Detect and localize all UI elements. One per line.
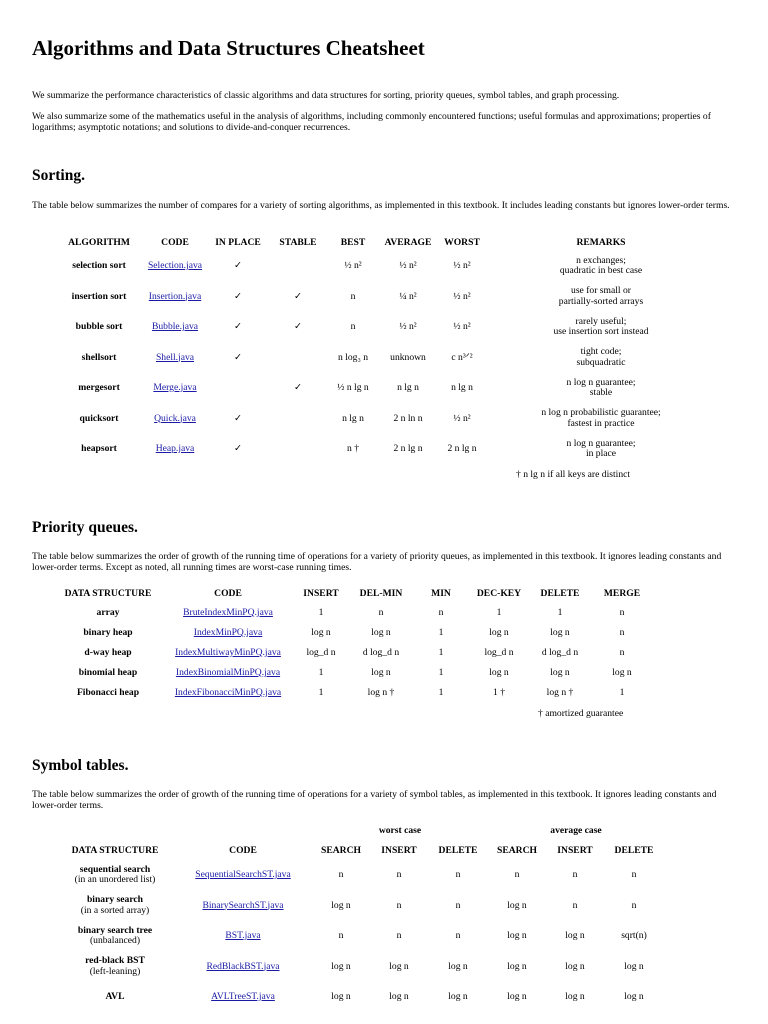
sorting-row (56, 343, 716, 374)
data-structure-qualifier: (unbalanced) (89, 935, 141, 947)
pq-row (56, 623, 656, 643)
data-structure-name: binary search tree (77, 924, 153, 936)
in-place-check: ✓ (233, 290, 243, 302)
remarks-cell (486, 343, 716, 374)
code-link[interactable]: IndexMultiwayMinPQ.java (175, 646, 281, 658)
st-row (56, 982, 664, 1013)
code-cell (142, 404, 208, 435)
code-link[interactable]: Insertion.java (148, 290, 202, 302)
a-search-cost: log n (507, 930, 527, 941)
delmin-cost: log n † (367, 686, 395, 698)
column-header: DATA STRUCTURE (64, 588, 152, 599)
w-search-cost: n (338, 869, 344, 880)
data-structure-cell (56, 860, 174, 891)
average-cost: ½ n² (399, 260, 417, 271)
stable-check: ✓ (293, 321, 303, 332)
code-link[interactable]: Heap.java (155, 443, 195, 454)
worst-cost: ½ n² (453, 290, 471, 302)
column-header: INSERT (557, 844, 593, 856)
remark-line: in place (585, 448, 617, 460)
stable-check: ✓ (293, 290, 303, 302)
stable-check: ✓ (293, 382, 303, 393)
st-header-row (56, 840, 664, 860)
data-structure-name: binomial heap (78, 666, 138, 678)
worst-cost: ½ n² (453, 260, 471, 271)
stable-check (268, 251, 328, 282)
average-cost: n lg n (397, 382, 419, 393)
code-cell (174, 891, 312, 922)
remarks-cell (486, 404, 716, 435)
in-place-check: ✓ (233, 412, 243, 424)
best-cost: n † (347, 443, 359, 454)
code-link[interactable]: AVLTreeST.java (211, 991, 275, 1002)
data-structure-qualifier: (left-leaning) (89, 965, 141, 977)
code-cell (142, 373, 208, 404)
sorting-row (56, 434, 716, 465)
a-delete-cost: log n (624, 960, 644, 972)
remarks-cell (486, 251, 716, 282)
min-cost: 1 (438, 666, 444, 678)
data-structure-name: binary search (86, 894, 144, 906)
column-header: REMARKS (576, 236, 626, 248)
deckey-cost: 1 (496, 606, 502, 618)
w-delete-cost: log n (448, 960, 468, 972)
column-header: ALGORITHM (68, 236, 130, 248)
a-insert-cost: log n (565, 991, 585, 1002)
column-header: BEST (340, 236, 366, 248)
best-cost: n (350, 290, 356, 302)
stable-check (268, 343, 328, 374)
worst-cost: ½ n² (453, 412, 471, 424)
column-header: SEARCH (321, 844, 361, 856)
sorting-table (56, 233, 716, 465)
code-cell (160, 683, 296, 703)
remark-line: tight code; (580, 346, 622, 358)
pq-row (56, 683, 656, 703)
delmin-cost: d log_d n (362, 646, 400, 658)
remark-line: n log n probabilistic guarantee; (541, 407, 661, 419)
delete-cost: log n (550, 666, 570, 678)
delete-cost: log n † (546, 686, 574, 698)
w-insert-cost: n (396, 930, 402, 941)
sorting-header-row (56, 233, 716, 251)
code-cell (142, 434, 208, 465)
delete-cost: d log_d n (541, 646, 579, 658)
code-cell (174, 952, 312, 983)
data-structure-qualifier: (in an unordered list) (74, 874, 156, 886)
sorting-description: The table below summarizes the number of compares for a variety of sorting algorithms, as implemented in this textbook. It includes leading constants but ignores lower-order terms. (32, 200, 730, 211)
column-header: INSERT (381, 844, 417, 856)
code-link[interactable]: IndexBinomialMinPQ.java (175, 666, 281, 678)
w-delete-cost: n (455, 930, 461, 941)
remark-line: partially-sorted arrays (558, 295, 644, 307)
w-search-cost: log n (331, 991, 351, 1002)
column-header: IN PLACE (215, 236, 261, 248)
code-cell (142, 251, 208, 282)
a-insert-cost: log n (565, 930, 585, 941)
worst-case-group-label: worst case (378, 825, 422, 836)
data-structure-name: d-way heap (84, 646, 132, 658)
algorithm-name: heapsort (81, 443, 117, 454)
priority-queues-heading: Priority queues. (32, 519, 138, 536)
insert-cost: 1 (318, 686, 324, 698)
sorting-row (56, 251, 716, 282)
deckey-cost: 1 † (493, 686, 505, 698)
remark-line: use for small or (571, 285, 631, 297)
merge-cost: 1 (619, 686, 625, 698)
data-structure-cell (56, 952, 174, 983)
intro-paragraph-2: We also summarize some of the mathematics useful in the analysis of algorithms, including commonly encountered functions; useful formulas and approximations; properties of logarithms; asymptotic notations; and solutions to divide-and-conquer recurrences. (32, 111, 711, 133)
insert-cost: log_d n (306, 646, 336, 658)
remarks-cell (486, 434, 716, 465)
merge-cost: n (619, 626, 625, 638)
stable-check (268, 434, 328, 465)
stable-check (268, 404, 328, 435)
remark-line: subquadratic (576, 356, 626, 368)
remark-line: use insertion sort instead (553, 326, 649, 338)
algorithm-name: mergesort (78, 382, 120, 393)
best-cost: ½ n lg n (337, 382, 369, 393)
algorithm-name: shellsort (81, 351, 117, 363)
w-insert-cost: n (396, 869, 402, 880)
algorithm-name: bubble sort (75, 321, 123, 332)
code-link[interactable]: SequentialSearchST.java (195, 869, 291, 880)
remark-line: stable (589, 387, 613, 399)
column-header: CODE (214, 588, 242, 599)
code-cell (160, 623, 296, 643)
code-link[interactable]: BruteIndexMinPQ.java (183, 606, 273, 618)
st-row (56, 860, 664, 891)
delete-cost: log n (550, 626, 570, 638)
column-header: CODE (229, 844, 257, 856)
sorting-row (56, 373, 716, 404)
remarks-cell (486, 312, 716, 343)
code-cell (160, 603, 296, 623)
code-link[interactable]: Selection.java (147, 260, 203, 271)
a-delete-cost: sqrt(n) (621, 930, 647, 941)
insert-cost: 1 (318, 666, 324, 678)
data-structure-qualifier: (in a sorted array) (80, 904, 150, 916)
pq-row (56, 663, 656, 683)
data-structure-name: sequential search (79, 863, 151, 875)
data-structure-cell (56, 891, 174, 922)
remarks-cell (486, 373, 716, 404)
remark-line: n log n guarantee; (566, 437, 636, 449)
worst-cost: 2 n lg n (447, 443, 477, 454)
best-cost: n lg n (342, 412, 364, 424)
w-delete-cost: n (455, 899, 461, 911)
min-cost: n (438, 606, 444, 618)
remark-line: n exchanges; (576, 254, 626, 266)
data-structure-name: binary heap (83, 626, 133, 638)
code-link[interactable]: Merge.java (153, 382, 197, 393)
remark-line: n log n guarantee; (566, 376, 636, 388)
column-header: MERGE (603, 588, 641, 599)
w-delete-cost: n (455, 869, 461, 880)
sorting-row (56, 404, 716, 435)
code-cell (160, 663, 296, 683)
sorting-heading: Sorting. (32, 167, 85, 184)
a-search-cost: log n (507, 960, 527, 972)
deckey-cost: log n (489, 666, 509, 678)
algorithm-name: quicksort (79, 412, 119, 424)
in-place-check: ✓ (233, 351, 243, 363)
w-insert-cost: n (396, 899, 402, 911)
column-header: DEL-MIN (359, 588, 403, 599)
code-link[interactable]: Quick.java (154, 412, 196, 424)
average-cost: ½ n² (399, 321, 417, 332)
min-cost: 1 (438, 686, 444, 698)
best-cost: n log₃ n (338, 351, 368, 363)
pq-header-row (56, 584, 656, 603)
code-cell (174, 860, 312, 891)
page-title: Algorithms and Data Structures Cheatsheet (32, 36, 425, 60)
data-structure-cell (56, 982, 174, 1013)
average-cost: ¼ n² (399, 290, 417, 302)
worst-cost: n lg n (451, 382, 473, 393)
merge-cost: n (619, 606, 625, 618)
data-structure-name: array (96, 606, 120, 618)
code-cell (142, 282, 208, 313)
priority-queues-description: The table below summarizes the order of growth of the running time of operations for a variety of priority queues, as implemented in this textbook. It ignores leading constants and lower-order terms. Except as noted, all running times are worst-case running times. (32, 551, 722, 573)
algorithm-name: selection sort (72, 260, 126, 271)
min-cost: 1 (438, 646, 444, 658)
priority-queues-table (56, 584, 656, 703)
a-search-cost: log n (507, 991, 527, 1002)
code-link[interactable]: BinarySearchST.java (202, 899, 284, 911)
column-header: STABLE (279, 236, 317, 248)
column-header: WORST (444, 236, 480, 248)
delmin-cost: log n (371, 666, 391, 678)
w-insert-cost: log n (389, 991, 409, 1002)
st-row (56, 891, 664, 922)
in-place-check: ✓ (233, 260, 243, 271)
sorting-row (56, 312, 716, 343)
delmin-cost: n (378, 606, 384, 618)
w-delete-cost: log n (448, 991, 468, 1002)
column-header: MIN (431, 588, 451, 599)
st-row (56, 921, 664, 952)
column-header: SEARCH (497, 844, 537, 856)
pq-row (56, 643, 656, 663)
code-link[interactable]: BST.java (225, 930, 261, 941)
data-structure-name: red-black BST (85, 955, 145, 967)
code-cell (174, 982, 312, 1013)
merge-cost: n (619, 646, 625, 658)
remarks-cell (486, 282, 716, 313)
average-cost: unknown (390, 351, 426, 363)
a-search-cost: log n (507, 899, 527, 911)
column-header: AVERAGE (384, 236, 432, 248)
symbol-tables-description: The table below summarizes the order of growth of the running time of operations for a variety of symbol tables, as implemented in this textbook. It ignores leading constants and lower-order terms. (32, 789, 717, 811)
code-cell (142, 312, 208, 343)
sorting-footnote: † n lg n if all keys are distinct (516, 469, 631, 480)
code-link[interactable]: IndexFibonacciMinPQ.java (174, 686, 282, 698)
w-search-cost: n (338, 930, 344, 941)
algorithm-name: insertion sort (71, 290, 127, 302)
worst-cost: c n³ᐟ² (451, 351, 473, 363)
w-insert-cost: log n (389, 960, 409, 972)
insert-cost: 1 (318, 606, 324, 618)
data-structure-cell (56, 921, 174, 952)
remark-line: fastest in practice (567, 417, 635, 429)
column-header: INSERT (303, 588, 339, 599)
best-cost: n (350, 321, 356, 332)
w-search-cost: log n (331, 960, 351, 972)
average-case-group-label: average case (550, 825, 602, 836)
sorting-row (56, 282, 716, 313)
in-place-check: ✓ (233, 443, 243, 454)
a-delete-cost: log n (624, 991, 644, 1002)
deckey-cost: log_d n (484, 646, 514, 658)
code-cell (174, 921, 312, 952)
column-header: DELETE (438, 844, 478, 856)
pq-row (56, 603, 656, 623)
column-header: DATA STRUCTURE (71, 844, 159, 856)
st-row (56, 952, 664, 983)
symbol-tables-heading: Symbol tables. (32, 757, 129, 774)
code-cell (160, 643, 296, 663)
intro-paragraph-1: We summarize the performance characteristics of classic algorithms and data structures for sorting, priority queues, symbol tables, and graph processing. (32, 90, 620, 101)
w-search-cost: log n (331, 899, 351, 911)
merge-cost: log n (612, 666, 632, 678)
best-cost: ½ n² (344, 260, 362, 271)
remark-line: quadratic in best case (559, 265, 643, 277)
column-header: DELETE (540, 588, 580, 599)
average-cost: 2 n lg n (393, 443, 423, 454)
average-cost: 2 n ln n (393, 412, 423, 424)
code-link[interactable]: Bubble.java (151, 321, 199, 332)
a-search-cost: n (514, 869, 520, 880)
in-place-check (208, 373, 268, 404)
delete-cost: 1 (557, 606, 563, 618)
code-cell (142, 343, 208, 374)
code-link[interactable]: Shell.java (155, 351, 195, 363)
code-link[interactable]: RedBlackBST.java (206, 960, 280, 972)
worst-cost: ½ n² (453, 321, 471, 332)
a-delete-cost: n (631, 869, 637, 880)
insert-cost: log n (311, 626, 331, 638)
symbol-tables-table (56, 840, 664, 1013)
min-cost: 1 (438, 626, 444, 638)
in-place-check: ✓ (233, 321, 243, 332)
data-structure-name: AVL (105, 991, 125, 1002)
a-insert-cost: n (572, 869, 578, 880)
a-insert-cost: log n (565, 960, 585, 972)
code-link[interactable]: IndexMinPQ.java (193, 626, 263, 638)
delmin-cost: log n (371, 626, 391, 638)
pq-footnote: † amortized guarantee (538, 708, 624, 719)
deckey-cost: log n (489, 626, 509, 638)
column-header: DEC-KEY (476, 588, 522, 599)
column-header: DELETE (614, 844, 654, 856)
remark-line: rarely useful; (575, 315, 627, 327)
a-delete-cost: n (631, 899, 637, 911)
a-insert-cost: n (572, 899, 578, 911)
data-structure-name: Fibonacci heap (76, 686, 140, 698)
column-header: CODE (161, 236, 189, 248)
